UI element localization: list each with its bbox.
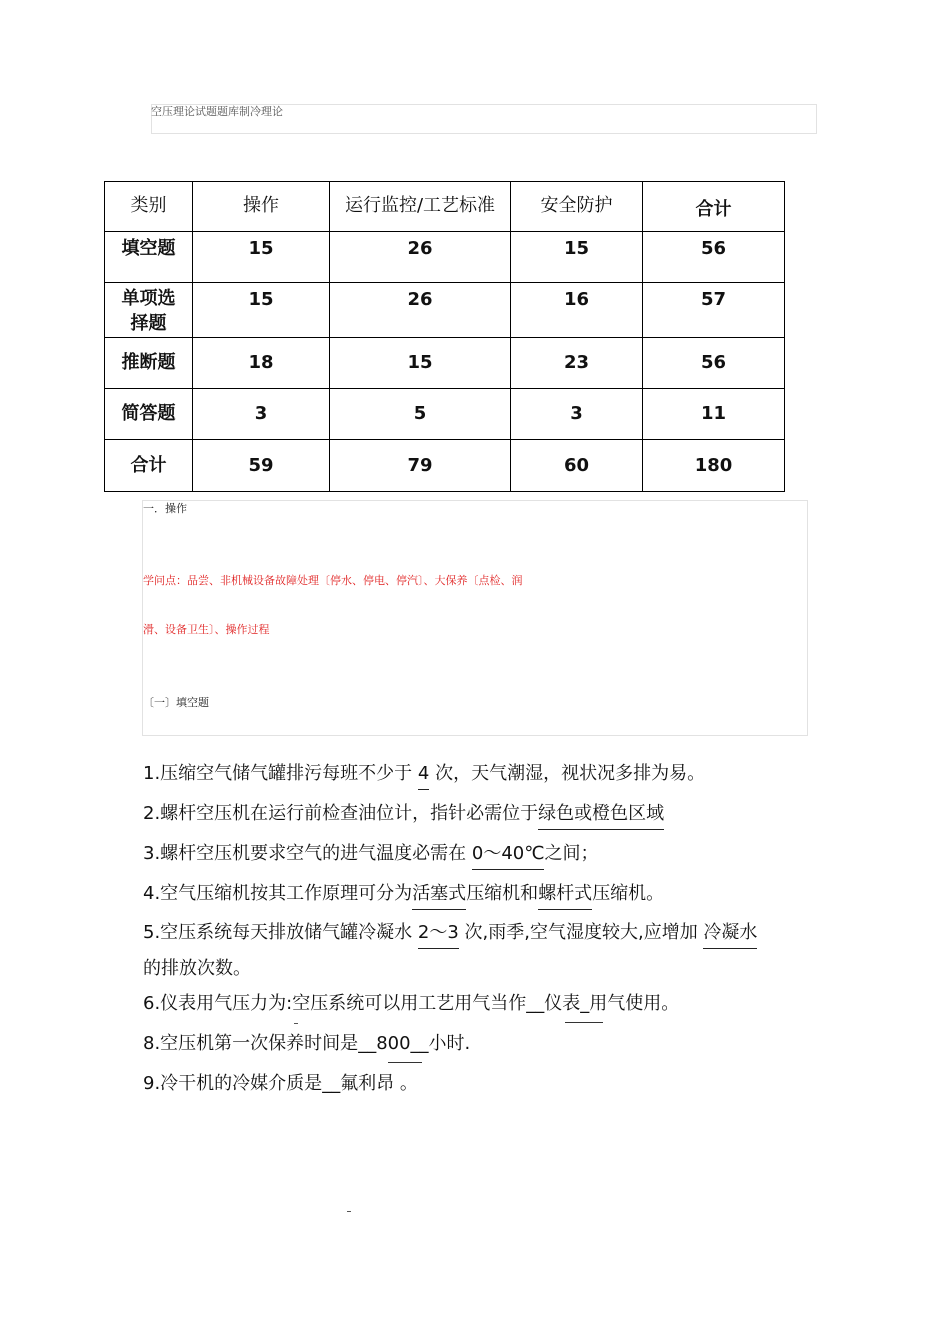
question-9 <box>143 1072 418 1096</box>
table-row <box>105 338 785 389</box>
question-3 <box>143 842 598 866</box>
table-cell: 56 <box>643 338 785 389</box>
question-count-table <box>104 181 785 492</box>
table-cell: 26 <box>330 232 511 283</box>
table-cell: 180 <box>643 440 785 492</box>
question-text: 压缩机和 <box>466 883 539 904</box>
question-text: 的排放次数。 <box>143 958 251 979</box>
table-header-row <box>105 182 785 232</box>
answer-blank: 活塞式 <box>412 883 467 904</box>
question-text: 2.螺杆空压机在运行前检查油位计，指针必需位于 <box>143 803 539 824</box>
answer-underline <box>565 1022 603 1023</box>
table-cell: 26 <box>330 283 511 338</box>
answer-blank: __氟利昂 <box>322 1073 395 1094</box>
knowledge-points-line1: 学问点：品尝、非机械设备故障处理〔停水、停电、停汽〕、大保养〔点检、润 <box>143 574 523 587</box>
subsection-title: 〔一〕填空题 <box>143 696 209 709</box>
table-row-total <box>105 440 785 492</box>
stray-mark <box>294 1023 298 1024</box>
row-label-judgement: 推断题 <box>105 338 193 389</box>
section-frame <box>142 500 808 736</box>
answer-blank: 绿色或橙色区域 <box>538 803 665 824</box>
table-row <box>105 283 785 338</box>
question-text: 9.冷干机的冷媒介质是 <box>143 1073 323 1094</box>
table-cell: 15 <box>193 283 330 338</box>
question-1 <box>143 762 705 786</box>
row-label-single-choice <box>105 283 193 338</box>
knowledge-points-line2: 滑、设备卫生〕、操作过程 <box>143 623 270 636</box>
question-text: 压缩机。 <box>592 883 665 904</box>
question-2 <box>143 802 664 826</box>
table-cell: 79 <box>330 440 511 492</box>
table-cell: 59 <box>193 440 330 492</box>
table-cell: 15 <box>193 232 330 283</box>
page-mark <box>347 1211 351 1212</box>
table-cell: 23 <box>511 338 643 389</box>
question-6 <box>143 992 679 1016</box>
table-row <box>105 389 785 440</box>
question-text: 。 <box>394 1073 418 1094</box>
table-cell: 5 <box>330 389 511 440</box>
table-cell: 18 <box>193 338 330 389</box>
answer-underline <box>388 1062 422 1063</box>
question-text: 5.空压系统每天排放储气罐冷凝水 <box>143 922 418 943</box>
question-8 <box>143 1032 470 1056</box>
table-cell: 15 <box>511 232 643 283</box>
table-cell: 57 <box>643 283 785 338</box>
row-label-line: 单项选 <box>121 288 176 309</box>
table-cell: 3 <box>511 389 643 440</box>
col-header-monitoring: 运行监控/工艺标准 <box>330 182 511 232</box>
question-4 <box>143 882 664 906</box>
answer-blank: 0～40℃ <box>471 843 545 864</box>
row-label-total: 合计 <box>105 440 193 492</box>
row-label-fill-blank: 填空题 <box>105 232 193 283</box>
question-5-continued <box>143 957 251 981</box>
col-header-operation: 操作 <box>193 182 330 232</box>
col-header-category: 类别 <box>105 182 193 232</box>
question-text: 3.螺杆空压机要求空气的进气温度必需在 <box>143 843 472 864</box>
question-text: 之间； <box>544 843 599 864</box>
row-label-line: 择题 <box>130 313 167 334</box>
question-text: 次,雨季,空气湿度较大,应增加 <box>458 922 704 943</box>
question-text: 1.压缩空气储气罐排污每班不少于 <box>143 763 418 784</box>
table-cell: 11 <box>643 389 785 440</box>
question-text: 8.空压机第一次保养时间是 <box>143 1033 359 1054</box>
table-cell: 3 <box>193 389 330 440</box>
question-text: 次，天气潮湿，视状况多排为易。 <box>429 763 706 784</box>
answer-blank: 螺杆式 <box>538 883 593 904</box>
answer-blank: 4 <box>417 763 430 784</box>
answer-blank: 2～3 <box>417 922 459 943</box>
answer-blank: __800__ <box>358 1033 429 1054</box>
col-header-total: 合计 <box>643 182 785 232</box>
table-cell: 56 <box>643 232 785 283</box>
section-title: 一．操作 <box>143 502 187 515</box>
question-text: 小时. <box>428 1033 471 1054</box>
answer-blank: 冷凝水 <box>703 922 758 943</box>
table-row <box>105 232 785 283</box>
question-text: 4.空气压缩机按其工作原理可分为 <box>143 883 413 904</box>
question-5 <box>143 921 757 945</box>
question-text: 用气使用。 <box>589 993 680 1014</box>
row-label-short-answer: 简答题 <box>105 389 193 440</box>
table-cell: 16 <box>511 283 643 338</box>
document-header-title: 空压理论试题题库制冷理论 <box>151 105 283 118</box>
table-cell: 60 <box>511 440 643 492</box>
col-header-safety: 安全防护 <box>511 182 643 232</box>
answer-blank: __仪表_ <box>526 993 590 1014</box>
question-text: 6.仪表用气压力为:空压系统可以用工艺用气当作 <box>143 993 527 1014</box>
table-cell: 15 <box>330 338 511 389</box>
